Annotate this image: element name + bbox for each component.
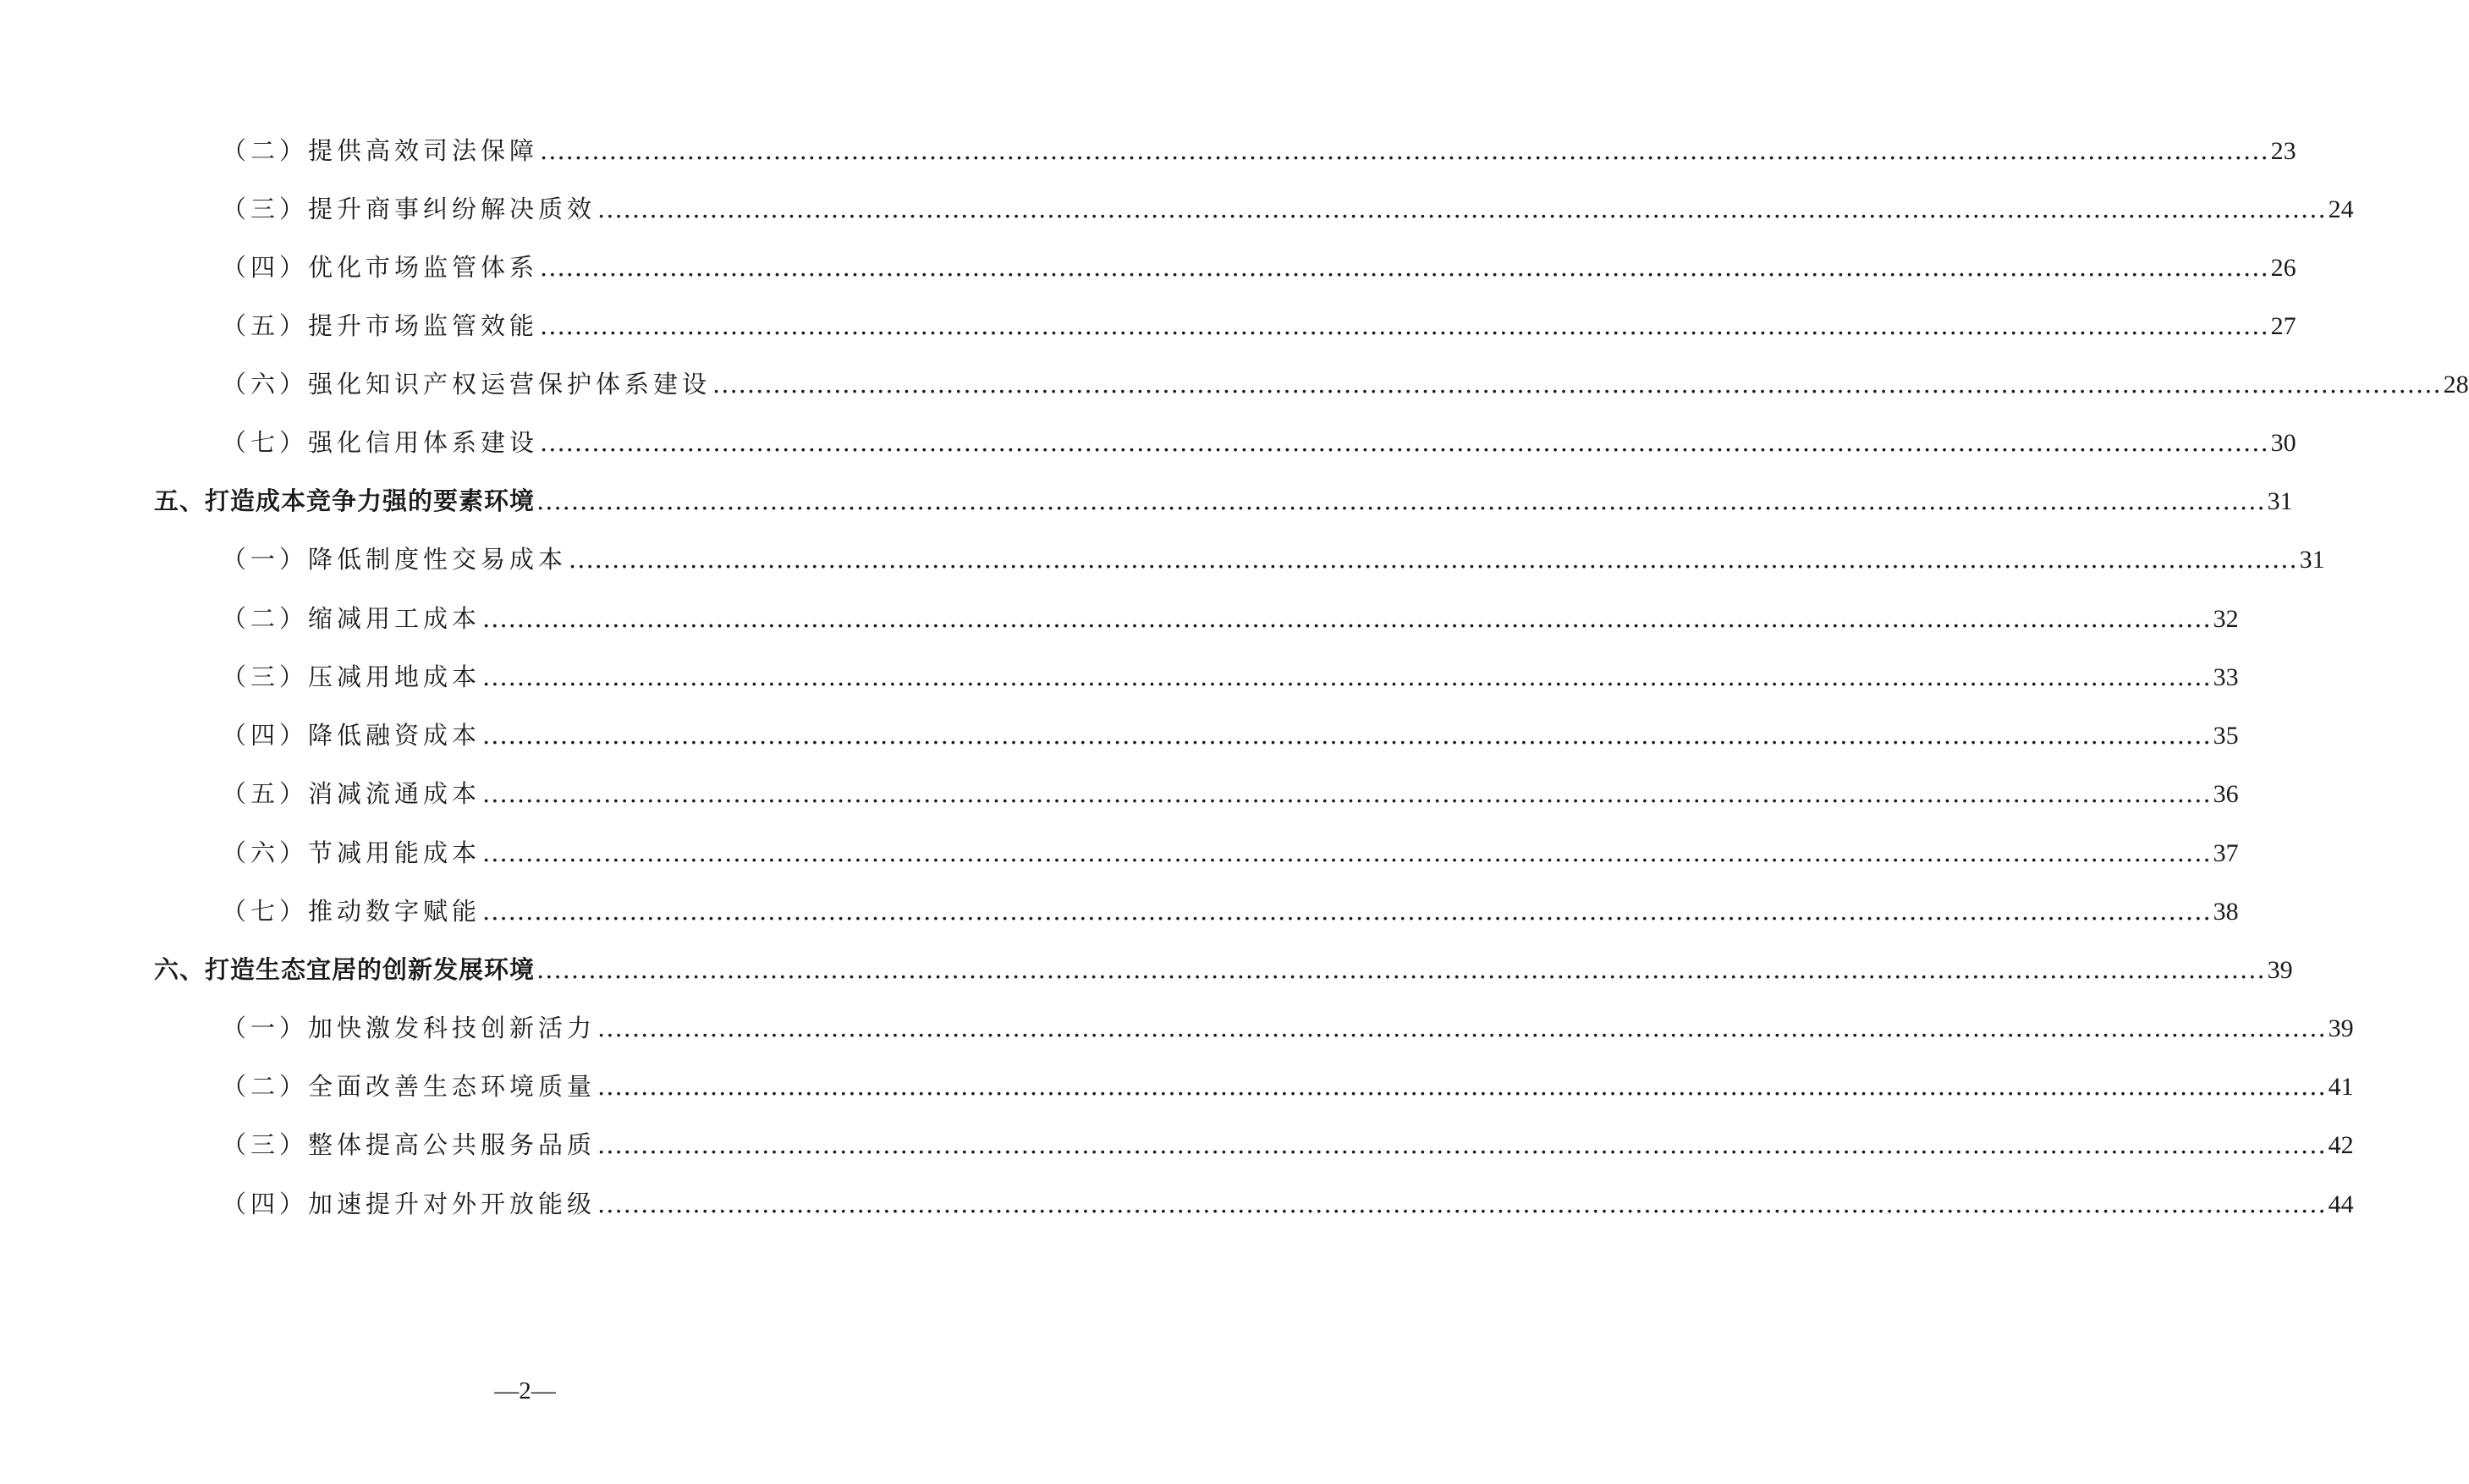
toc-dot-leader: ........................................................................................................................................................................................................ [597,1130,2327,1159]
toc-entry[interactable] [222,250,2296,284]
toc-entry-title: （五）消减流通成本 [222,779,481,808]
toc-section-heading[interactable] [154,953,2293,987]
toc-entry-title: （五）提升市场监管效能 [222,311,539,340]
toc-entry[interactable] [222,542,2325,576]
page-number: —2— [494,1377,556,1404]
toc-entry-title: （一）加快激发科技创新活力 [222,1014,597,1042]
toc-section-heading[interactable] [154,484,2293,518]
toc-entry-title: （七）强化信用体系建设 [222,428,539,457]
toc-dot-leader: ........................................................................................................................................................................................................ [536,955,2266,984]
toc-dot-leader: ........................................................................................................................................................................................................ [482,662,2212,691]
toc-entry-title: （二）全面改善生态环境质量 [222,1072,597,1101]
toc-entry-page: 31 [2267,487,2293,515]
toc-entry-page: 35 [2213,722,2239,750]
toc-entry-page: 39 [2328,1014,2354,1042]
toc-entry[interactable] [222,367,2469,401]
toc-dot-leader: ........................................................................................................................................................................................................ [536,486,2266,515]
toc-entry[interactable] [222,1069,2354,1103]
toc-entry[interactable] [222,718,2239,752]
toc-dot-leader: ........................................................................................................................................................................................................ [540,136,2269,165]
toc-entry-title: （三）提升商事纠纷解决质效 [222,195,597,223]
toc-dot-leader: ........................................................................................................................................................................................................ [482,604,2212,633]
toc-dot-leader: ........................................................................................................................................................................................................ [482,779,2212,808]
toc-entry[interactable] [222,894,2239,928]
toc-entry-page: 27 [2270,312,2296,340]
toc-dot-leader: ........................................................................................................................................................................................................ [597,195,2327,223]
toc-entry-page: 39 [2267,956,2293,984]
toc-entry-title: （二）提供高效司法保障 [222,136,539,165]
toc-entry-page: 28 [2443,371,2469,398]
toc-entry-page: 41 [2328,1073,2354,1101]
toc-dot-leader: ........................................................................................................................................................................................................ [569,545,2298,574]
toc-entry-title: （六）强化知识产权运营保护体系建设 [222,370,712,398]
toc-entry[interactable] [222,426,2296,459]
toc-entry-title: （四）优化市场监管体系 [222,253,539,282]
toc-dot-leader: ........................................................................................................................................................................................................ [712,370,2442,398]
toc-dot-leader: ........................................................................................................................................................................................................ [597,1190,2327,1218]
toc-dot-leader: ........................................................................................................................................................................................................ [482,721,2212,750]
toc-entry[interactable] [222,192,2354,226]
toc-dot-leader: ........................................................................................................................................................................................................ [540,311,2269,340]
toc-dot-leader: ........................................................................................................................................................................................................ [540,253,2269,282]
toc-entry-page: 24 [2328,195,2354,223]
toc-entry[interactable] [222,309,2296,343]
toc-entry[interactable] [222,602,2239,635]
toc-dot-leader: ........................................................................................................................................................................................................ [482,838,2212,867]
toc-entry-page: 36 [2213,780,2239,808]
toc-entry-title: 六、打造生态宜居的创新发展环境 [154,955,536,984]
toc-entry[interactable] [222,1187,2354,1221]
toc-entry-page: 38 [2213,898,2239,926]
toc-entry-page: 44 [2328,1190,2354,1218]
toc-entry-page: 26 [2270,254,2296,282]
toc-entry-title: （二）缩减用工成本 [222,604,481,633]
toc-entry[interactable] [222,836,2239,870]
toc-entry-title: （一）降低制度性交易成本 [222,545,568,574]
toc-entry-page: 37 [2213,839,2239,867]
toc-entry-page: 23 [2270,137,2296,165]
toc-entry-page: 32 [2213,605,2239,633]
toc-entry-title: （七）推动数字赋能 [222,897,481,926]
toc-dot-leader: ........................................................................................................................................................................................................ [597,1014,2327,1042]
toc-entry-title: （六）节减用能成本 [222,838,481,867]
toc-entry-title: （四）加速提升对外开放能级 [222,1190,597,1218]
toc-entry[interactable] [222,1011,2354,1045]
toc-dot-leader: ........................................................................................................................................................................................................ [540,428,2269,457]
toc-entry-page: 30 [2270,429,2296,457]
toc-entry[interactable] [222,777,2239,811]
toc-entry-page: 42 [2328,1131,2354,1159]
toc-entry-title: （四）降低融资成本 [222,721,481,750]
toc-dot-leader: ........................................................................................................................................................................................................ [482,897,2212,926]
toc-entry-page: 31 [2299,546,2325,574]
toc-dot-leader: ........................................................................................................................................................................................................ [597,1072,2327,1101]
toc-entry[interactable] [222,1128,2354,1162]
toc-entry[interactable] [222,660,2239,694]
toc-entry-title: （三）压减用地成本 [222,662,481,691]
toc-entry-page: 33 [2213,663,2239,691]
toc-entry[interactable] [222,134,2296,168]
toc-entry-title: 五、打造成本竞争力强的要素环境 [154,486,536,515]
toc-entry-title: （三）整体提高公共服务品质 [222,1130,597,1159]
